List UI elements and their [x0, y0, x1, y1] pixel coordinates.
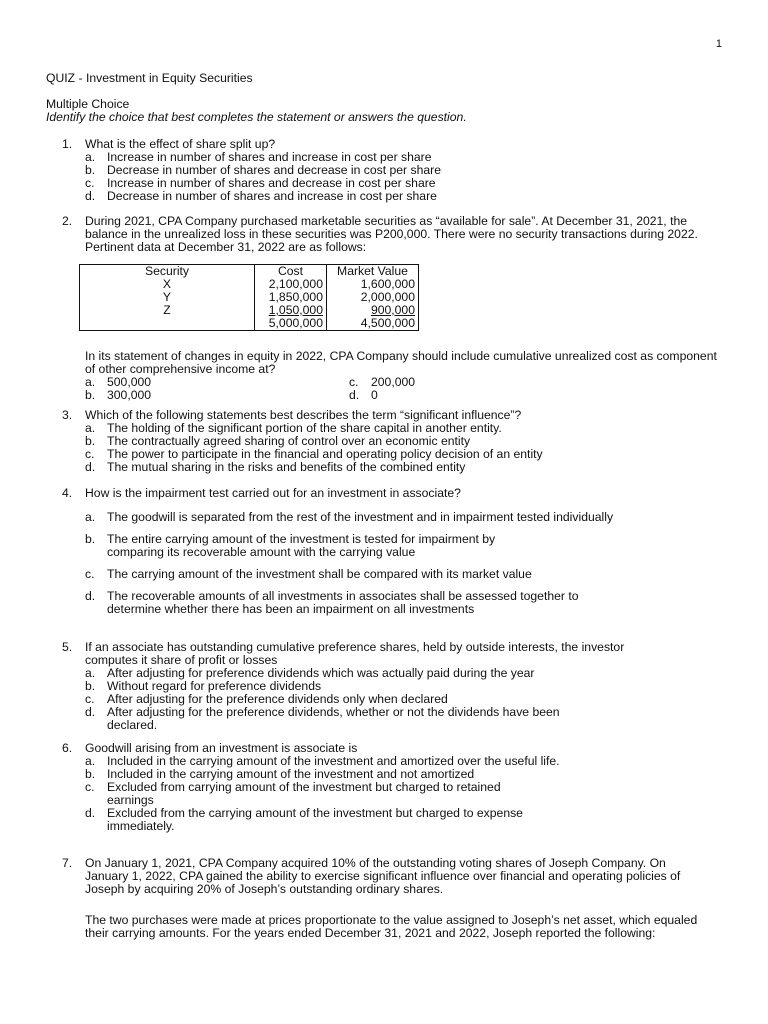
section-heading: Multiple Choice	[46, 97, 130, 111]
header-cost: Cost	[255, 265, 327, 279]
table-cell: 1,600,000	[360, 277, 415, 291]
question-2	[62, 215, 722, 402]
question-number: 6.	[62, 741, 73, 755]
question-6	[62, 742, 722, 833]
table-header-row	[80, 265, 419, 279]
question-number: 7.	[62, 856, 73, 870]
question-number: 1.	[62, 137, 73, 151]
option-d: d. Excluded from the carrying amount of the investment but charged to expense immediately.	[85, 806, 523, 833]
table-row	[80, 291, 419, 304]
question-4	[62, 487, 722, 616]
option-d: d. 0	[349, 388, 378, 402]
option-b: b. Without regard for preference dividends	[85, 679, 322, 693]
table-total-row	[80, 317, 419, 331]
question-number: 3.	[62, 408, 73, 422]
table-cell: Y	[80, 291, 255, 304]
table-cell: 900,000	[370, 303, 415, 317]
question-text: On January 1, 2021, CPA Company acquired 10% of the outstanding voting shares of Joseph Company. On January 1, 2022, CPA gained the ability to exercise significant influence over financial and operating policies of Joseph by acquiring 20% of Joseph’s outstanding ordinary shares.	[85, 856, 681, 896]
option-c: c. After adjusting for the preference dividends only when declared	[85, 692, 448, 706]
table-cell: 2,100,000	[255, 278, 327, 291]
table-cell: 2,000,000	[360, 290, 415, 304]
option-a: a. The holding of the significant portion of the share capital in another entity.	[85, 421, 502, 435]
option-c: c. Excluded from carrying amount of the investment but charged to retained earnings	[85, 780, 501, 807]
table-cell	[80, 317, 255, 331]
securities-table	[79, 264, 419, 331]
question-text: How is the impairment test carried out for an investment in associate?	[85, 486, 461, 500]
option-a: a. Increase in number of shares and increase in cost per share	[85, 150, 432, 164]
option-a: a. The goodwill is separated from the rest of the investment and in impairment tested individually	[85, 510, 614, 524]
table-cell: 5,000,000	[255, 317, 327, 331]
question-number: 4.	[62, 486, 73, 500]
option-d: d. Decrease in number of shares and increase in cost per share	[85, 189, 437, 203]
option-d: d. The recoverable amounts of all investments in associates shall be assessed together to determine whether there has been an impairment on all investments	[85, 589, 579, 616]
question-text: Goodwill arising from an investment is associate is	[85, 741, 358, 755]
table-cell: 1,850,000	[255, 291, 327, 304]
option-b: b. Decrease in number of shares and decrease in cost per share	[85, 163, 441, 177]
question-number: 2.	[62, 214, 73, 228]
option-c: c. 200,000	[349, 375, 416, 389]
option-b: b. Included in the carrying amount of the investment and not amortized	[85, 767, 475, 781]
question-1	[62, 138, 502, 203]
table-cell: 1,050,000	[268, 303, 323, 317]
instructions: Identify the choice that best completes the statement or answers the question.	[46, 110, 467, 124]
option-a: a. Included in the carrying amount of the investment and amortized over the useful life.	[85, 754, 560, 768]
question-number: 5.	[62, 640, 73, 654]
question-text: Which of the following statements best describes the term “significant influence”?	[85, 408, 522, 422]
quiz-title: QUIZ - Investment in Equity Securities	[46, 71, 253, 85]
table-cell: 4,500,000	[360, 316, 415, 330]
option-c: c. The carrying amount of the investment shall be compared with its market value	[85, 567, 532, 581]
table-cell: X	[80, 278, 255, 291]
question-text-continued: In its statement of changes in equity in 2022, CPA Company should include cumulative unrealized cost as component of other comprehensive income at?	[85, 349, 717, 376]
header-market-value: Market Value	[337, 264, 408, 278]
option-c: c. The power to participate in the financial and operating policy decision of an entity	[85, 447, 543, 461]
option-b: b. The entire carrying amount of the investment is tested for impairment by comparing its recoverable amount with the carrying value	[85, 532, 496, 559]
question-3	[62, 409, 722, 474]
header-security: Security	[80, 265, 255, 279]
table-cell: Z	[80, 304, 255, 317]
question-text: What is the effect of share split up?	[85, 137, 276, 151]
page-number: 1	[715, 38, 722, 50]
option-b: b. The contractually agreed sharing of control over an economic entity	[85, 434, 471, 448]
option-a: a. 500,000	[85, 375, 152, 389]
question-7	[62, 857, 708, 940]
option-d: d. After adjusting for the preference dividends, whether or not the dividends have been declared.	[85, 705, 560, 732]
options-grid	[85, 376, 722, 402]
question-text: During 2021, CPA Company purchased marketable securities as “available for sale”. At December 31, 2021, the balance in the unrealized loss in these securities was P200,000. There were no security transactions during 2022. Pertinent data at December 31, 2022 are as follows:	[85, 214, 698, 254]
question-5	[62, 641, 722, 732]
option-b: b. 300,000	[85, 388, 152, 402]
option-a: a. After adjusting for preference dividends which was actually paid during the year	[85, 666, 535, 680]
question-text: If an associate has outstanding cumulative preference shares, held by outside interests, the investor computes it share of profit or losses	[85, 640, 625, 667]
option-d: d. The mutual sharing in the risks and benefits of the combined entity	[85, 460, 466, 474]
question-text-continued: The two purchases were made at prices proportionate to the value assigned to Joseph’s net asset, which equaled their carrying amounts. For the years ended December 31, 2021 and 2022, Joseph reported the following:	[85, 913, 698, 940]
option-c: c. Increase in number of shares and decrease in cost per share	[85, 176, 436, 190]
